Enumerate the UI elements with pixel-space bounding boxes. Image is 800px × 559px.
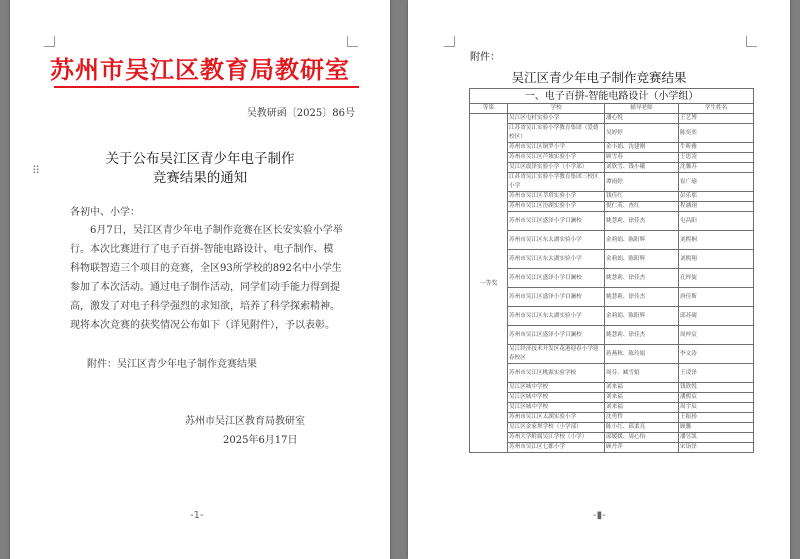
teacher-cell: 刘来福 — [605, 383, 679, 393]
school-cell: 吴江区屯村实验小学 — [508, 114, 605, 124]
school-cell: 吴江区金家坝学校（小学部） — [508, 423, 605, 433]
red-header-rule — [54, 86, 359, 88]
document-page-1 — [10, 0, 390, 559]
student-cell: 牛昕雅 — [679, 143, 754, 153]
paragraph-line: 科物联智造三个项目的竞赛，全区93所学校的892名中小学生 — [70, 263, 342, 274]
teacher-cell: 姚慧莉、徐佳杰 — [605, 212, 679, 231]
teacher-cell: 潘心悦 — [605, 114, 679, 124]
school-cell: 苏州市吴江区桃源实验学校 — [508, 364, 605, 383]
student-cell: 刘熙桐 — [679, 231, 754, 250]
student-cell: 刘熙翔 — [679, 250, 754, 269]
table-row — [470, 288, 754, 307]
teacher-cell: 金莉娟、陈阳辉 — [605, 250, 679, 269]
table-row — [470, 212, 754, 231]
teacher-cell: 刘欣雪、钱小娥 — [605, 163, 679, 173]
school-cell: 苏州市吴江区盛泽小学目澜校 — [508, 288, 605, 307]
crop-mark-top-right — [347, 36, 358, 47]
school-cell: 江苏省吴江实验小学教育集团三校区小学 — [508, 173, 605, 192]
student-cell: 王艺博 — [679, 114, 754, 124]
student-cell: 顾馨 — [679, 423, 754, 433]
crop-mark-top-left — [44, 36, 55, 47]
drag-handle-icon[interactable]: ⠿ — [32, 164, 41, 177]
teacher-cell: 周芬、臧雪娟 — [605, 364, 679, 383]
student-cell: 唐佳斯 — [679, 288, 754, 307]
school-cell: 苏州市吴江区东太湖实验小学 — [508, 250, 605, 269]
table-row — [470, 423, 754, 433]
student-cell: 屯昌阳 — [679, 212, 754, 231]
table-row — [470, 413, 754, 423]
student-cell: 沈馨苏 — [679, 163, 754, 173]
teacher-cell: 金丰娟、沈建刚 — [605, 143, 679, 153]
teacher-cell: 谭雨婷 — [605, 173, 679, 192]
paragraph-line: 6月7日，吴江区青少年电子制作竞赛在区长安实验小学举 — [90, 225, 343, 236]
teacher-cell: 邱媛媛、周心怡 — [605, 433, 679, 443]
signature-date: 2025年6月17日 — [223, 435, 298, 446]
school-cell: 苏州市吴江区太湖实验小学 — [508, 413, 605, 423]
student-cell: 孔梓旋 — [679, 269, 754, 288]
student-cell: 王思凌 — [679, 153, 754, 163]
results-table — [469, 88, 754, 453]
teacher-cell: 姚慧莉、徐佳杰 — [605, 326, 679, 345]
school-cell: 苏州市吴江区铜罗小学 — [508, 143, 605, 153]
table-row — [470, 192, 754, 202]
school-cell: 苏州市吴江区莘塔实验小学 — [508, 192, 605, 202]
teacher-cell: 姚慧莉、徐佳杰 — [605, 269, 679, 288]
notice-title-line-2: 竞赛结果的通知 — [152, 170, 248, 186]
table-row — [470, 153, 754, 163]
school-cell: 苏州市吴江区芦墟实验小学 — [508, 153, 605, 163]
table-row — [470, 250, 754, 269]
notice-title-line-1: 关于公布吴江区青少年电子制作 — [105, 151, 295, 167]
table-row — [470, 393, 754, 403]
student-cell: 王凌泽 — [679, 364, 754, 383]
table-row — [470, 403, 754, 413]
page-number: -1- — [190, 510, 204, 521]
table-row — [470, 433, 754, 443]
table-row — [470, 364, 754, 383]
teacher-cell: 刘来福 — [605, 403, 679, 413]
page-number-dash: - — [199, 510, 204, 521]
table-row — [470, 269, 754, 288]
school-cell: 苏州市吴江区盛泽小学目澜校 — [508, 269, 605, 288]
results-title: 吴江区青少年电子制作竞赛结果 — [511, 70, 687, 85]
teacher-cell: 金莉娟、陈阳辉 — [605, 231, 679, 250]
paragraph-line: 高，激发了对电子科学强烈的求知欲，培养了科学探索精神。 — [70, 301, 340, 312]
teacher-cell: 倪仁英、查红 — [605, 202, 679, 212]
document-number: 吴教研函〔2025〕86号 — [246, 108, 355, 119]
table-row — [470, 326, 754, 345]
table-row — [470, 143, 754, 153]
teacher-cell: 吴婷婷 — [605, 124, 679, 143]
paragraph-line: 行。本次比赛进行了电子百拼-智能电路设计、电子制作、模 — [70, 244, 334, 255]
red-header-title: 苏州市吴江区教育局教研室 — [50, 56, 350, 84]
school-cell: 苏州市吴江区东太湖实验小学 — [508, 231, 605, 250]
page-number-dash: - — [190, 510, 194, 521]
school-cell: 苏州市吴江区盛泽小学目澜校 — [508, 326, 605, 345]
school-cell: 吴江区震泽实验小学（小学部） — [508, 163, 605, 173]
student-cell: 陈奕奕 — [679, 124, 754, 143]
column-header: 等第 — [470, 104, 508, 114]
school-cell: 吴江区城中学校 — [508, 403, 605, 413]
table-row — [470, 173, 754, 192]
salutation: 各初中、小学： — [70, 207, 140, 218]
school-cell: 吴江区城中学校 — [508, 393, 605, 403]
table-row — [470, 443, 754, 453]
table-row — [470, 114, 754, 124]
student-cell: 宋诣泽 — [679, 443, 754, 453]
student-cell: 程涵翊 — [679, 202, 754, 212]
attachment-label: 附件： — [470, 52, 500, 63]
attachment-note: 附件：吴江区青少年电子制作竞赛结果 — [87, 359, 257, 370]
teacher-cell: 顾丹萍 — [605, 443, 679, 453]
student-cell: 彭乐那 — [679, 192, 754, 202]
teacher-cell: 陈小红、邱柔亮 — [605, 423, 679, 433]
teacher-cell: 沈勇哲 — [605, 413, 679, 423]
paragraph-line: 现将本次竞赛的获奖情况公布如下（详见附件），予以表彰。 — [70, 320, 335, 331]
table-row — [470, 345, 754, 364]
student-cell: 潘熙宸 — [679, 393, 754, 403]
school-cell: 苏州市吴江区七都小学 — [508, 443, 605, 453]
table-row — [470, 307, 754, 326]
teacher-cell: 姚慧莉、徐佳杰 — [605, 288, 679, 307]
school-cell: 吴江区城中学校 — [508, 383, 605, 393]
school-cell: 吴江经济技术开发区花港迎春小学迎春校区 — [508, 345, 605, 364]
student-cell: 潘昱凯 — [679, 433, 754, 443]
student-cell: 王振扬 — [679, 413, 754, 423]
column-header: 学校 — [508, 104, 605, 114]
student-cell: 周梓宸 — [679, 326, 754, 345]
table-row — [470, 124, 754, 143]
school-cell: 苏州市吴江区东太湖实验小学 — [508, 307, 605, 326]
teacher-cell: 钱佳红 — [605, 192, 679, 202]
crop-mark-top-right — [746, 36, 757, 47]
teacher-cell: 金莉娟、陈阳辉 — [605, 307, 679, 326]
school-cell: 苏州大学附属吴江学校（小学） — [508, 433, 605, 443]
section-caption: 一、电子百拼-智能电路设计（小学组） — [470, 89, 754, 104]
student-cell: 周宇辰 — [679, 403, 754, 413]
teacher-cell: 顾雪春 — [605, 153, 679, 163]
table-row — [470, 383, 754, 393]
crop-mark-top-left — [444, 36, 455, 47]
student-cell: 崔广瑜 — [679, 173, 754, 192]
page-number: -▮- — [593, 510, 606, 521]
school-cell: 苏州市吴江区盛泽小学目澜校 — [508, 212, 605, 231]
table-row — [470, 231, 754, 250]
student-cell: 邱苏砚 — [679, 307, 754, 326]
document-page-2 — [408, 0, 790, 559]
column-header: 辅导老师 — [605, 104, 679, 114]
student-cell: 李文涛 — [679, 345, 754, 364]
teacher-cell: 蒋燕秋、陈玲娟 — [605, 345, 679, 364]
teacher-cell: 刘来福 — [605, 393, 679, 403]
signature-organization: 苏州市吴江区教育局教研室 — [185, 416, 305, 427]
student-cell: 钱欣悦 — [679, 383, 754, 393]
paragraph-line: 参加了本次活动。通过电子制作活动，同学们动手能力得到提 — [70, 282, 340, 293]
table-row — [470, 163, 754, 173]
award-level-cell: 一等奖 — [470, 114, 508, 453]
school-cell: 苏州市吴江区汾湖实验小学 — [508, 202, 605, 212]
school-cell: 江苏省吴江实验小学教育集团（爱德校区） — [508, 124, 605, 143]
table-row — [470, 202, 754, 212]
column-header: 学生姓名 — [679, 104, 754, 114]
